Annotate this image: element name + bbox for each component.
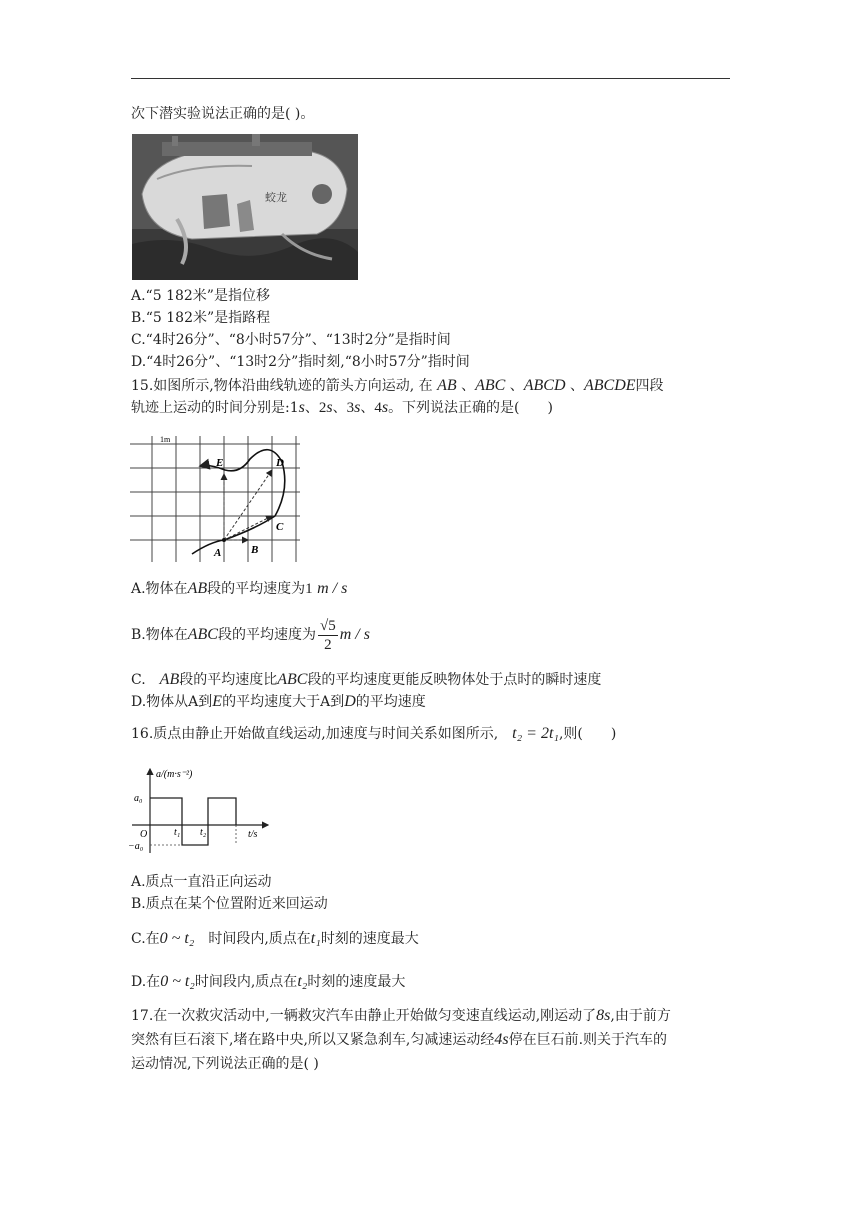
q15-option-c: C. AB段的平均速度比ABC段的平均速度更能反映物体处于点时的瞬时速度: [131, 671, 602, 688]
q16-option-b: B.质点在某个位置附近来回运动: [131, 896, 328, 912]
t1-label: t₁: [174, 827, 181, 838]
origin-label: O: [140, 829, 148, 840]
header-rule: [131, 78, 730, 79]
q16-option-a: A.质点一直沿正向运动: [131, 874, 272, 890]
a-t-step-curve: [150, 798, 236, 845]
x-axis-label: t/s: [248, 829, 258, 840]
q14-option-b: B.“5 182米”是指路程: [131, 310, 271, 326]
q16-option-d: D.在0 ~ t₂时间段内,质点在t₂时刻的速度最大: [131, 973, 406, 990]
trajectory-curve: [192, 450, 285, 554]
point-e-label: E: [216, 457, 224, 469]
y-axis-label: a/(m·s⁻²): [156, 769, 193, 780]
q15-stem-line2: 轨迹上运动的时间分别是:1s、2s、3s、4s。下列说法正确的是( ): [131, 399, 553, 416]
q17-stem-line2: 突然有巨石滚下,堵在路中央,所以又紧急刹车,匀减速运动经4s停在巨石前.则关于汽车的: [131, 1031, 668, 1048]
fraction-sqrt5-over-2: $\frac{√5}{2}$: [319, 617, 336, 653]
q14-option-a: A.“5 182米”是指位移: [131, 288, 270, 304]
acceleration-time-graph: [128, 765, 278, 857]
neg-a0-label: −a₀: [128, 841, 144, 852]
q17-stem-line1: 17.在一次救灾活动中,一辆救灾汽车由静止开始做匀变速直线运动,刚运动了8s,由于前方: [131, 1007, 671, 1024]
q14-option-c: C.“4时26分”、“8小时57分”、“13时2分”是指时间: [131, 332, 451, 348]
a0-label: a₀: [134, 793, 143, 804]
point-b-label: B: [251, 544, 259, 556]
q16-option-c: C.在0 ~ t₂ 时间段内,质点在t₁时刻的速度最大: [131, 930, 419, 947]
scale-label: 1m: [160, 435, 171, 444]
q17-stem-line3: 运动情况,下列说法正确的是( ): [131, 1056, 319, 1072]
trajectory-figure: [130, 434, 305, 564]
point-c-label: C: [276, 521, 284, 533]
point-d-label: D: [276, 457, 284, 469]
t2-label: t₂: [200, 827, 207, 838]
q14-stem: 次下潜实验说法正确的是( )。: [131, 106, 315, 122]
q16-stem: 16.质点由静止开始做直线运动,加速度与时间关系如图所示, t₂ = 2t₁,则( ): [131, 725, 617, 742]
point-a-label: A: [214, 547, 222, 559]
q15-option-b: B.物体在ABC段的平均速度为 $\frac{√5}{2}$ m / s: [131, 617, 370, 653]
photo-hull-lettering: 蛟龙: [265, 191, 287, 204]
submersible-photo: [132, 134, 358, 280]
q15-option-a: A.物体在AB段的平均速度为1 m / s: [131, 580, 348, 597]
q15-stem-line1: 15.如图所示,物体沿曲线轨迹的箭头方向运动, 在 AB 、ABC 、ABCD 、ABCDE四段: [131, 377, 664, 394]
grid: [130, 436, 300, 562]
q15-option-d: D.物体从A到E的平均速度大于A到D的平均速度: [131, 693, 426, 710]
q14-option-d: D.“4时26分”、“13时2分”指时刻,“8小时57分”指时间: [131, 354, 470, 370]
